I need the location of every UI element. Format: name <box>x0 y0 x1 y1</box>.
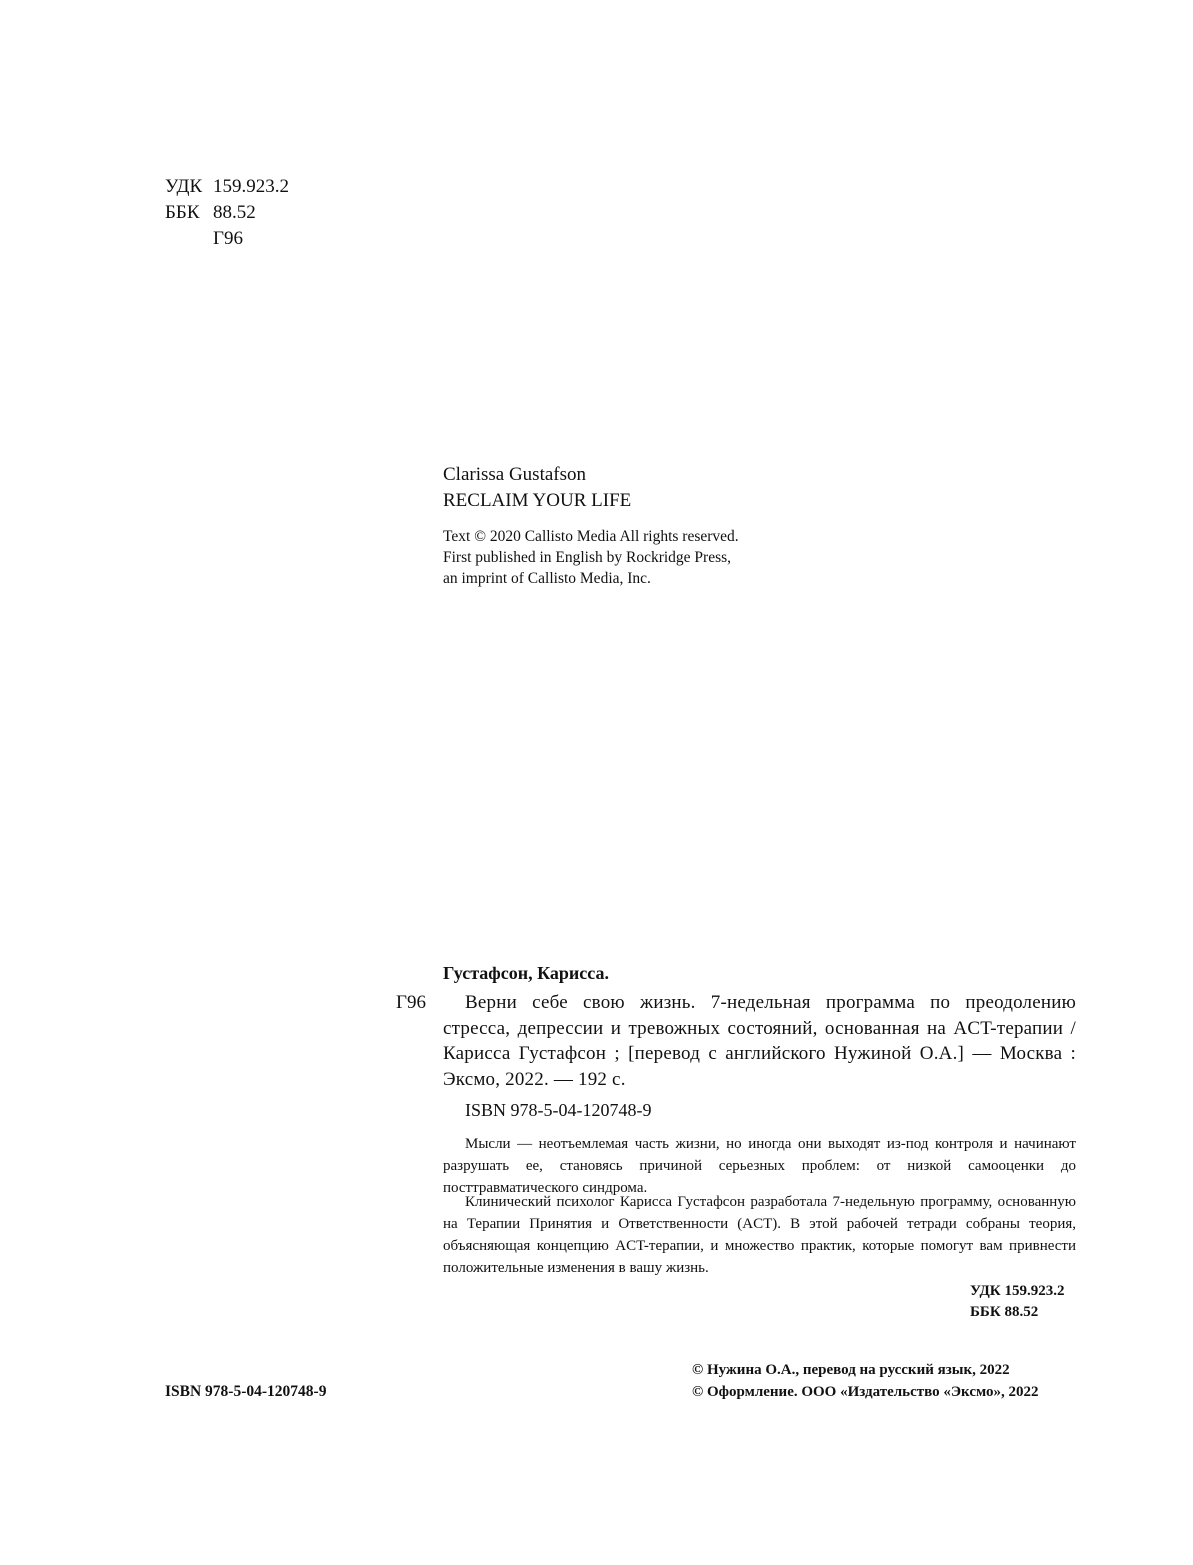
annotation-paragraph-1: Мысли — неотъемлемая часть жизни, но иногда они выходят из-под контроля и начинают разрушать ее, становясь причиной серьезных проблем: от низкой самооценки до посттравматического синдрома. <box>443 1136 1076 1196</box>
bbk-label: ББК <box>165 202 200 223</box>
udk-bottom: УДК 159.923.2 <box>970 1283 1065 1299</box>
udk-line <box>165 174 289 200</box>
rights-line-1: Text © 2020 Callisto Media All rights reserved. <box>443 528 739 545</box>
bib-author-heading: Густафсон, Карисса. <box>443 963 609 983</box>
rights-line-2: First published in English by Rockridge Press, <box>443 549 732 566</box>
original-author: Clarissa Gustafson <box>443 464 587 485</box>
annotation-paragraph-2: Клинический психолог Карисса Густафсон разработала 7-недельную программу, основанную на Терапии Принятия и Ответственности (ACT). В этой рабочей тетради собраны теория, объясняющая концепцию ACT-терапии, и множество практик, которые помогут вам привнести положительные изменения в вашу жизнь. <box>443 1194 1076 1276</box>
bib-description: Верни себе свою жизнь. 7-недельная программа по преодолению стресса, депрессии и тревожных состояний, основанная на ACT-терапии / Карисса Густафсон ; [перевод с английского Нужиной О.А.] — Москва : Эксмо, 2022. — 192 с. <box>443 992 1076 1090</box>
bib-index: Г96 <box>396 992 426 1013</box>
udk-label: УДК <box>165 176 203 197</box>
bbk-bottom: ББК 88.52 <box>970 1304 1039 1320</box>
udk-value: 159.923.2 <box>213 176 289 197</box>
bbk-line <box>165 200 256 226</box>
copyright-design: © Оформление. ООО «Издательство «Эксмо», 2022 <box>692 1384 1039 1400</box>
bbk-value: 88.52 <box>213 202 256 223</box>
copyright-translation: © Нужина О.А., перевод на русский язык, 2022 <box>692 1362 1010 1378</box>
original-title: RECLAIM YOUR LIFE <box>443 490 632 511</box>
bib-isbn: ISBN 978-5-04-120748-9 <box>465 1100 652 1120</box>
rights-line-3: an imprint of Callisto Media, Inc. <box>443 570 651 587</box>
author-mark: Г96 <box>213 228 243 249</box>
isbn-bottom: ISBN 978-5-04-120748-9 <box>165 1383 327 1400</box>
